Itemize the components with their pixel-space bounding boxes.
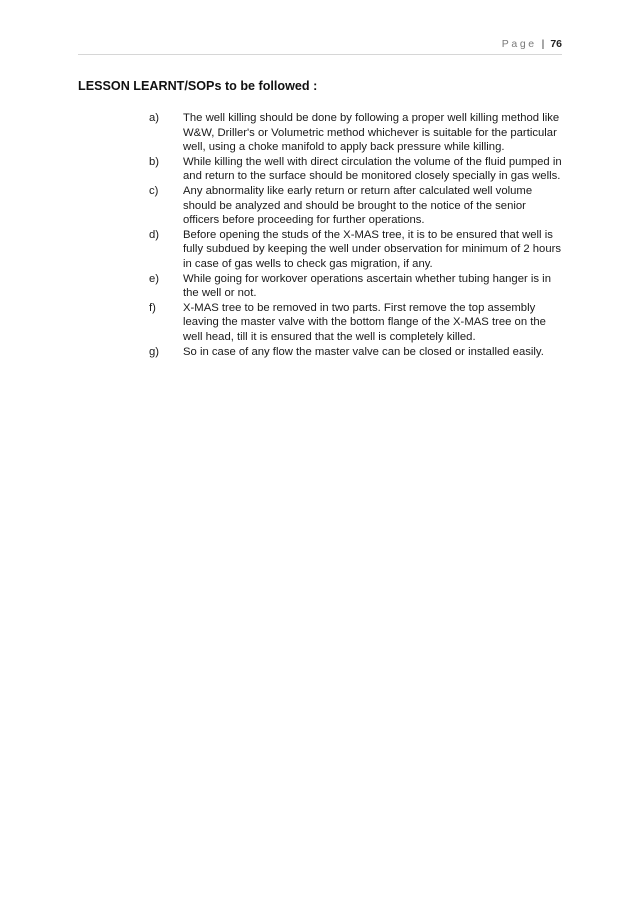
list-item-marker: b) [149, 155, 160, 168]
list-item-marker: c) [149, 184, 159, 197]
list-item [148, 111, 564, 155]
section-heading: LESSON LEARNT/SOPs to be followed : [78, 79, 318, 93]
list-item [148, 228, 564, 272]
list-item-text: While going for workover operations ascertain whether tubing hanger is in the well or not. [183, 272, 551, 300]
header-divider [78, 54, 562, 55]
page-label: Page [501, 38, 537, 50]
sop-list [148, 111, 564, 359]
list-item [148, 272, 564, 301]
list-item [148, 184, 564, 228]
list-item [148, 155, 564, 184]
list-item-marker: g) [149, 345, 160, 358]
list-item-marker: f) [149, 301, 156, 314]
list-item [148, 345, 564, 360]
list-item-text: While killing the well with direct circulation the volume of the fluid pumped in and return to the surface should be monitored closely specially in gas wells. [183, 155, 562, 183]
list-item-text: The well killing should be done by following a proper well killing method like W&W, Driller's or Volumetric method whichever is suitable for the particular well, using a choke manifold to apply back pressure while killing. [183, 112, 560, 154]
page-header [78, 38, 562, 52]
list-item-text: X-MAS tree to be removed in two parts. First remove the top assembly leaving the master valve with the bottom flange of the X-MAS tree on the well head, till it is ensured that the well is completely killed. [183, 301, 546, 343]
list-item-text: Any abnormality like early return or return after calculated well volume should be analyzed and should be brought to the notice of the senior officers before proceeding for further operations. [183, 184, 533, 227]
list-item-marker: d) [149, 228, 160, 241]
list-item-marker: e) [149, 272, 160, 285]
list-item-marker: a) [149, 112, 160, 124]
list-item-text: So in case of any flow the master valve can be closed or installed easily. [183, 345, 544, 358]
page-separator: | [541, 38, 545, 50]
list-item-text: Before opening the studs of the X-MAS tree, it is to be ensured that well is fully subdued by keeping the well under observation for minimum of 2 hours in case of gas wells to check gas migration, if any. [183, 228, 562, 270]
page-number: 76 [550, 38, 562, 50]
list-item [148, 301, 564, 345]
